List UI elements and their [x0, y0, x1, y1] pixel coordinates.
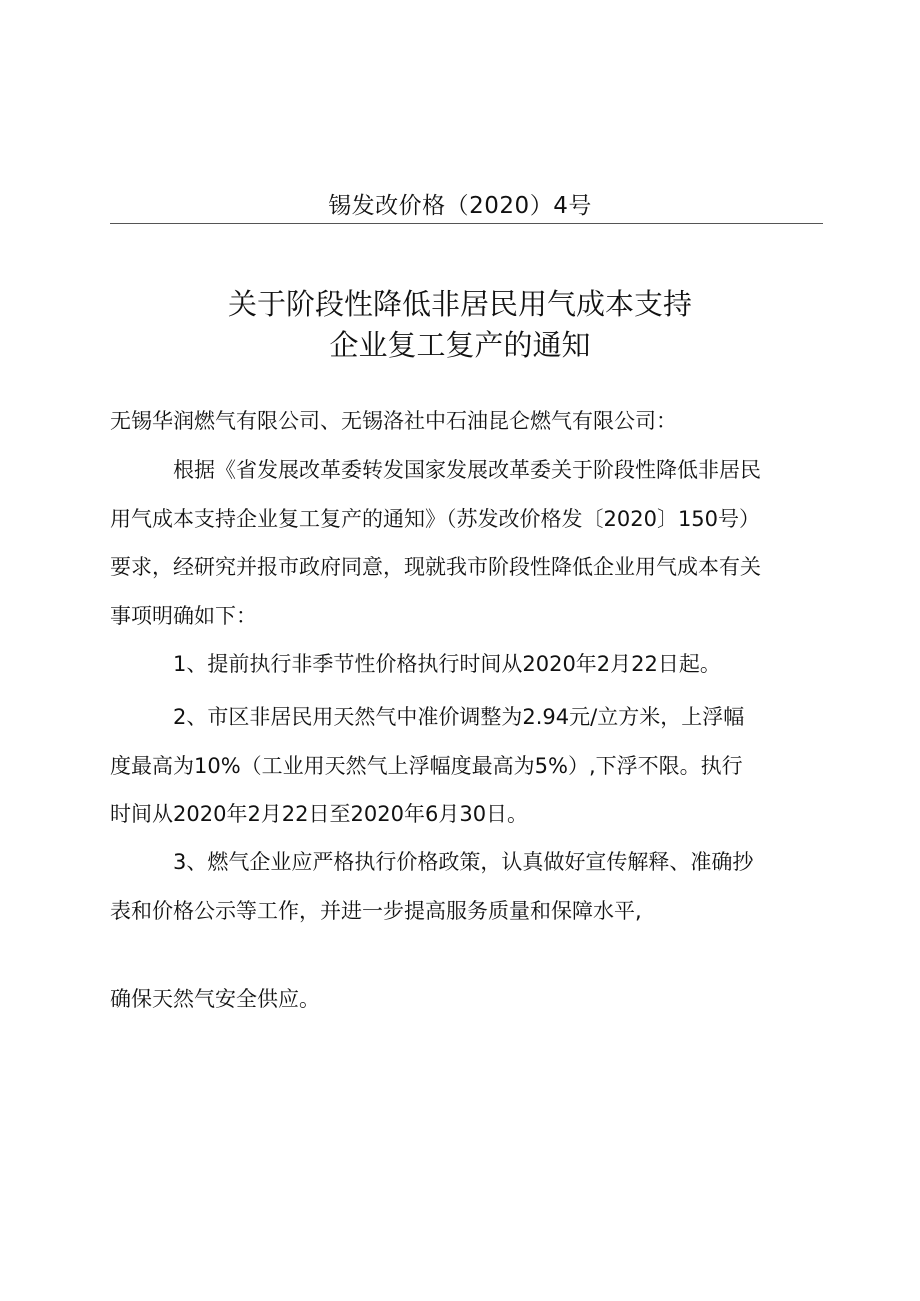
item-3: [110, 838, 840, 935]
item-line: 1、提前执行非季节性价格执行时间从2020年2月22日起。: [173, 652, 721, 676]
paragraph-basis: [110, 446, 840, 640]
closing: [110, 975, 840, 1024]
item-1: [110, 640, 840, 689]
item-line: 度最高为10%（工业用天然气上浮幅度最高为5%）,下浮不限。执行: [110, 753, 743, 778]
item-2: [110, 693, 840, 839]
item-line: 表和价格公示等工作，并进一步提高服务质量和保障水平,: [110, 898, 642, 923]
item-line: 2、市区非居民用天然气中准价调整为2.94元/立方米，上浮幅: [173, 705, 745, 729]
paragraph-line: 根据《省发展改革委转发国家发展改革委关于阶段性降低非居民: [173, 458, 761, 482]
document-number: 锡发改价格（2020）4号: [328, 193, 592, 219]
item-line: 3、燃气企业应严格执行价格政策，认真做好宣传解释、准确抄: [173, 850, 754, 874]
title-line-2: 企业复工复产的通知: [329, 328, 591, 362]
addressee: [110, 397, 840, 446]
item-line: 时间从2020年2月22日至2020年6月30日。: [110, 802, 529, 826]
paragraph-line: 用气成本支持企业复工复产的通知》（苏发改价格发〔2020〕150号）: [110, 506, 761, 531]
addressee-line: 无锡华润燃气有限公司、无锡洛社中石油昆仑燃气有限公司：: [110, 409, 677, 433]
document-title: [0, 284, 920, 366]
paragraph-line: 要求，经研究并报市政府同意，现就我市阶段性降低企业用气成本有关: [110, 555, 761, 579]
paragraph-line: 事项明确如下：: [110, 603, 257, 628]
closing-line: 确保天然气安全供应。: [110, 987, 320, 1011]
title-line-1: 关于阶段性降低非居民用气成本支持: [227, 287, 692, 321]
header-divider: [110, 223, 823, 224]
